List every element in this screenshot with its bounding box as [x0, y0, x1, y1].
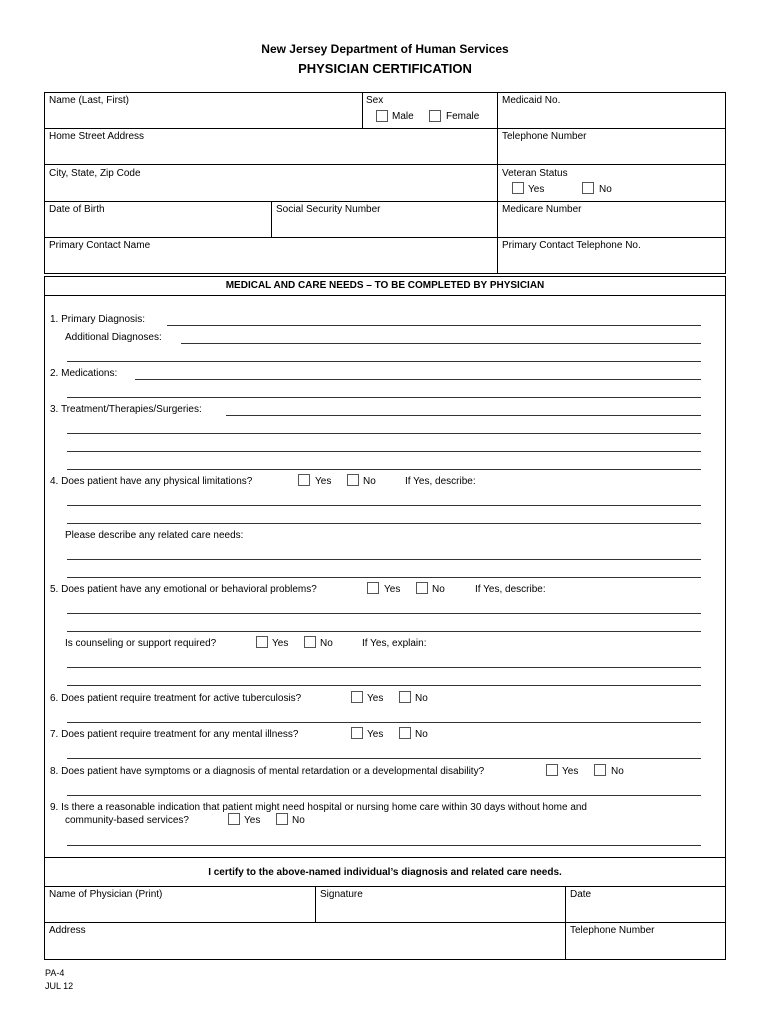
q5-line-1[interactable]: [67, 613, 701, 614]
q6-yes-label: Yes: [367, 693, 384, 704]
signature-field[interactable]: [317, 902, 563, 920]
q7-yes-label: Yes: [367, 729, 384, 740]
q5-yes-checkbox[interactable]: [367, 582, 379, 594]
q3-line[interactable]: [226, 415, 701, 416]
q6-no-checkbox[interactable]: [399, 691, 411, 703]
q1b-line[interactable]: [181, 343, 701, 344]
q5-label: 5. Does patient have any emotional or behavioral problems?: [50, 584, 317, 595]
q1-label: 1. Primary Diagnosis:: [50, 314, 146, 325]
q8-line[interactable]: [67, 795, 701, 796]
veteran-label: Veteran Status: [502, 168, 568, 179]
q1-extra-line[interactable]: [67, 361, 701, 362]
q5b-no-checkbox[interactable]: [304, 636, 316, 648]
q4-no-label: No: [363, 476, 376, 487]
physician-name-field[interactable]: [46, 902, 313, 920]
veteran-yes-checkbox[interactable]: [512, 182, 524, 194]
q9-label: 9. Is there a reasonable indication that patient might need hospital or nursing home care within 30 days without home and: [50, 802, 587, 813]
q3-extra-line-1[interactable]: [67, 433, 701, 434]
q8-no-checkbox[interactable]: [594, 764, 606, 776]
q8-no-label: No: [611, 766, 624, 777]
contact-name-field[interactable]: [46, 253, 495, 271]
veteran-yes-label: Yes: [528, 184, 545, 195]
q5-describe-label: If Yes, describe:: [475, 584, 546, 595]
q4-no-checkbox[interactable]: [347, 474, 359, 486]
q4-line-2[interactable]: [67, 523, 701, 524]
q9-no-checkbox[interactable]: [276, 813, 288, 825]
medicaid-label: Medicaid No.: [502, 95, 561, 106]
q9-line[interactable]: [67, 845, 701, 846]
q4-line-1[interactable]: [67, 505, 701, 506]
city-label: City, State, Zip Code: [49, 168, 141, 179]
q3-label: 3. Treatment/Therapies/Surgeries:: [50, 404, 202, 415]
q8-yes-checkbox[interactable]: [546, 764, 558, 776]
q5-line-2[interactable]: [67, 631, 701, 632]
physician-address-field[interactable]: [46, 938, 563, 956]
name-label: Name (Last, First): [49, 95, 130, 106]
male-label: Male: [392, 111, 414, 122]
physician-address-label: Address: [49, 925, 86, 936]
sex-label: Sex: [366, 95, 384, 106]
q5b-line-1[interactable]: [67, 667, 701, 668]
name-field[interactable]: [46, 108, 360, 126]
city-field[interactable]: [46, 181, 495, 199]
q4-yes-label: Yes: [315, 476, 332, 487]
q4-describe-label: If Yes, describe:: [405, 476, 476, 487]
dob-field[interactable]: [46, 217, 269, 235]
q9-yes-label: Yes: [244, 815, 261, 826]
q2-label: 2. Medications:: [50, 368, 118, 379]
certification-statement: I certify to the above-named individual’s diagnosis and related care needs.: [208, 867, 562, 878]
physician-phone-label: Telephone Number: [570, 925, 655, 936]
medicare-field[interactable]: [499, 217, 723, 235]
q2-line[interactable]: [135, 379, 701, 380]
ssn-label: Social Security Number: [276, 204, 381, 215]
veteran-no-label: No: [599, 184, 612, 195]
form-id: PA-4: [45, 968, 65, 978]
q8-yes-label: Yes: [562, 766, 579, 777]
q7-label: 7. Does patient require treatment for any mental illness?: [50, 729, 299, 740]
agency-name: New Jersey Department of Human Services: [261, 42, 509, 56]
address-label: Home Street Address: [49, 131, 145, 142]
q6-line[interactable]: [67, 722, 701, 723]
address-field[interactable]: [46, 144, 495, 162]
q8-label: 8. Does patient have symptoms or a diagnosis of mental retardation or a developmental disability?: [50, 766, 485, 777]
q4-label: 4. Does patient have any physical limitations?: [50, 476, 253, 487]
q3-extra-line-3[interactable]: [67, 469, 701, 470]
q4b-line-1[interactable]: [67, 559, 701, 560]
date-label: Date: [570, 889, 592, 900]
physician-phone-field[interactable]: [567, 938, 723, 956]
q1b-label: Additional Diagnoses:: [65, 332, 162, 343]
q5-yes-label: Yes: [384, 584, 401, 595]
q7-line[interactable]: [67, 758, 701, 759]
form-title: PHYSICIAN CERTIFICATION: [298, 61, 472, 76]
q5b-no-label: No: [320, 638, 333, 649]
q5-no-checkbox[interactable]: [416, 582, 428, 594]
q7-no-checkbox[interactable]: [399, 727, 411, 739]
q5b-yes-label: Yes: [272, 638, 289, 649]
female-checkbox[interactable]: [429, 110, 441, 122]
q5b-label: Is counseling or support required?: [65, 638, 217, 649]
contact-phone-field[interactable]: [499, 253, 723, 271]
q4-yes-checkbox[interactable]: [298, 474, 310, 486]
ssn-field[interactable]: [273, 217, 495, 235]
veteran-no-checkbox[interactable]: [582, 182, 594, 194]
q6-no-label: No: [415, 693, 428, 704]
q3-extra-line-2[interactable]: [67, 451, 701, 452]
q9-no-label: No: [292, 815, 305, 826]
medicaid-field[interactable]: [499, 108, 723, 126]
telephone-field[interactable]: [499, 144, 723, 162]
q5-no-label: No: [432, 584, 445, 595]
date-field[interactable]: [567, 902, 723, 920]
q9-label-cont: community-based services?: [65, 815, 189, 826]
q1-line[interactable]: [167, 325, 701, 326]
q7-no-label: No: [415, 729, 428, 740]
contact-phone-label: Primary Contact Telephone No.: [502, 240, 641, 251]
dob-label: Date of Birth: [49, 204, 105, 215]
q5b-explain-label: If Yes, explain:: [362, 638, 427, 649]
q7-yes-checkbox[interactable]: [351, 727, 363, 739]
male-checkbox[interactable]: [376, 110, 388, 122]
physician-name-label: Name of Physician (Print): [49, 889, 163, 900]
form-revision: JUL 12: [45, 981, 74, 991]
q5b-line-2[interactable]: [67, 685, 701, 686]
q9-yes-checkbox[interactable]: [228, 813, 240, 825]
q6-yes-checkbox[interactable]: [351, 691, 363, 703]
medical-section-title: MEDICAL AND CARE NEEDS – TO BE COMPLETED BY PHYSICIAN: [225, 280, 545, 291]
q2-extra-line[interactable]: [67, 397, 701, 398]
medicare-label: Medicare Number: [502, 204, 582, 215]
q6-label: 6. Does patient require treatment for active tuberculosis?: [50, 693, 302, 704]
q4b-label: Please describe any related care needs:: [65, 530, 244, 541]
telephone-label: Telephone Number: [502, 131, 587, 142]
q4b-line-2[interactable]: [67, 577, 701, 578]
female-label: Female: [446, 111, 480, 122]
q5b-yes-checkbox[interactable]: [256, 636, 268, 648]
contact-name-label: Primary Contact Name: [49, 240, 151, 251]
signature-label: Signature: [320, 889, 363, 900]
